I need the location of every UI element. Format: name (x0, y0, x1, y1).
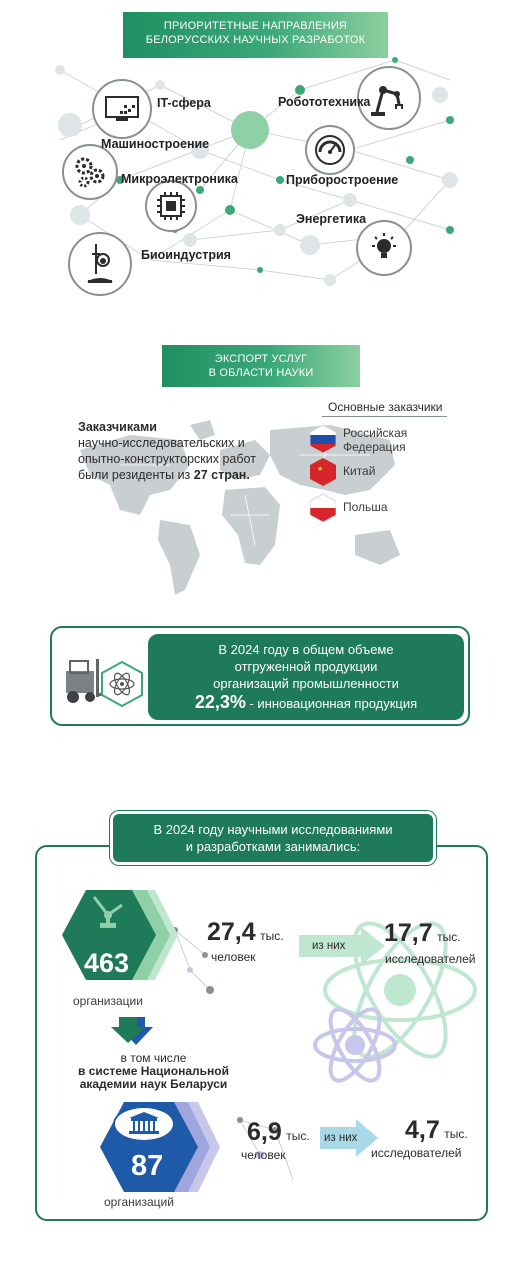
nas-of-them-label: из них (324, 1132, 358, 1144)
nas-people-label: человек (241, 1148, 286, 1162)
priority-it-label: IT-сфера (157, 96, 211, 110)
priority-robot-label: Робототехника (278, 95, 371, 109)
poland-flag-icon (310, 494, 336, 522)
customer-poland: Польша (343, 500, 388, 514)
research-title-line1: В 2024 году научными исследованиями (153, 822, 393, 837)
priority-energy-label: Энергетика (296, 212, 367, 226)
including-line1: в том числе (120, 1051, 187, 1065)
nas-count: 87 (131, 1150, 164, 1182)
nas-researchers-unit: тыс. (444, 1127, 468, 1141)
export-text-bold: Заказчиками (78, 420, 157, 434)
of-them-label: из них (312, 940, 346, 952)
gauge-icon (305, 125, 355, 175)
innovation-line4 (148, 692, 464, 714)
researchers-label: исследователей (385, 952, 476, 966)
including-line3: академии наук Беларуси (79, 1077, 228, 1091)
priorities-banner (123, 12, 388, 58)
down-arrow-icon (111, 1017, 157, 1045)
priority-micro-label: Микроэлектроника (121, 172, 238, 186)
it-icon (92, 79, 152, 139)
china-flag-icon (310, 458, 336, 486)
atom-hexagon-icon (100, 661, 144, 707)
nas-researchers-label: исследователей (371, 1146, 462, 1160)
lightbulb-icon (356, 220, 412, 276)
svg-text:★: ★ (317, 465, 324, 473)
export-text-line4 (78, 467, 256, 483)
nas-researchers-value (405, 1116, 468, 1145)
innovation-line4-text: - инновационная продукция (245, 696, 418, 711)
research-banner (113, 814, 433, 862)
export-title-line2: В ОБЛАСТИ НАУКИ (208, 367, 314, 379)
export-title-line1: ЭКСПОРТ УСЛУГ (214, 353, 308, 365)
export-text (78, 419, 256, 483)
customer-china: Китай (343, 464, 376, 478)
people-value (207, 918, 284, 947)
customer-russia-line2: Федерация (343, 440, 406, 454)
export-text-line3: опытно-конструкторских работ (78, 452, 256, 466)
innovation-line3: организаций промышленности (213, 676, 399, 691)
innovation-percent: 22,3% (194, 692, 246, 712)
org-count: 463 (84, 948, 130, 978)
researchers-unit: тыс. (437, 930, 461, 944)
nas-people-number: 6,9 (247, 1118, 282, 1146)
priority-instr-label: Приборостроение (286, 173, 399, 187)
including-text (61, 1052, 246, 1091)
researchers-number: 17,7 (384, 919, 433, 947)
org-label: организации (73, 994, 143, 1008)
gears-icon (62, 144, 118, 200)
export-text-line4-pre: были резиденты из (78, 468, 194, 482)
people-number: 27,4 (207, 918, 256, 946)
export-text-line2: научно-исследовательских и (78, 436, 245, 450)
nas-people-unit: тыс. (286, 1129, 310, 1143)
export-banner (162, 345, 360, 387)
nas-people-value (247, 1118, 310, 1147)
people-unit: тыс. (260, 929, 284, 943)
priorities-title-line1: ПРИОРИТЕТНЫЕ НАПРАВЛЕНИЯ (163, 20, 348, 32)
innovation-line1: В 2024 году в общем объеме (218, 642, 394, 657)
microchip-icon (145, 180, 197, 232)
priorities-title-line2: БЕЛОРУССКИХ НАУЧНЫХ РАЗРАБОТОК (145, 34, 366, 46)
including-line2: в системе Национальной (77, 1064, 229, 1078)
research-title-line2: и разработками занимались: (185, 839, 361, 854)
customer-russia (343, 426, 407, 454)
crane-icon (88, 893, 128, 929)
innovation-line2: отгруженной продукции (234, 659, 378, 674)
nas-label: организаций (104, 1195, 174, 1209)
researchers-value (384, 919, 461, 948)
people-label: человек (211, 950, 256, 964)
export-countries-count: 27 стран. (193, 468, 250, 482)
nas-researchers-number: 4,7 (405, 1116, 440, 1144)
russia-flag-icon (310, 425, 336, 453)
flask-icon (68, 232, 132, 296)
innovation-panel (148, 634, 464, 720)
customers-title-underline (322, 416, 447, 417)
nas-emblem-icon (113, 1106, 175, 1142)
priority-mech-label: Машиностроение (101, 137, 210, 151)
priority-bio-label: Биоиндустрия (141, 248, 231, 262)
customers-title: Основные заказчики (328, 400, 443, 414)
customer-russia-line1: Российская (343, 426, 408, 440)
